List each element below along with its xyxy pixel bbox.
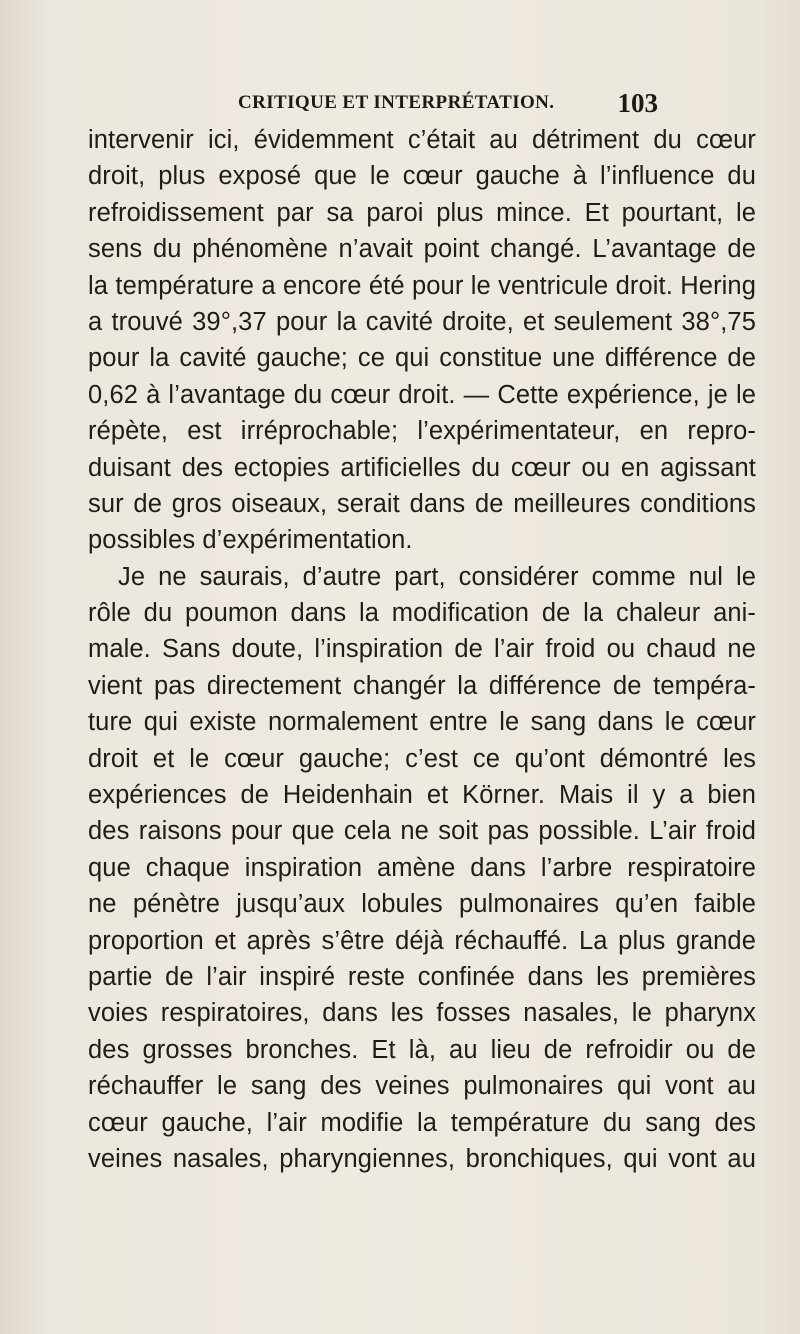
text-line: cœur gauche, l’air modifie la température du sang des (88, 1108, 756, 1137)
text-line: droit, plus exposé que le cœur gauche à l’influence du (88, 162, 756, 191)
text-line: ture qui existe normalement entre le sang dans le cœur (88, 708, 756, 737)
text-line: sens du phénomène n’avait point changé. L’avantage de (88, 235, 756, 264)
text-line: partie de l’air inspiré reste confinée dans les premières (88, 962, 756, 991)
text-line: répète, est irréprochable; l’expérimentateur, en repro- (88, 417, 756, 446)
text-line: des raisons pour que cela ne soit pas possible. L’air froid (88, 817, 756, 846)
text-line: voies respiratoires, dans les fosses nasales, le pharynx (88, 999, 756, 1028)
text-line: duisant des ectopies artificielles du cœur ou en agissant (88, 453, 756, 482)
text-line: la température a encore été pour le ventricule droit. Hering (88, 271, 756, 300)
text-line: vient pas directement changér la différence de tempéra- (88, 671, 756, 700)
text-line: droit et le cœur gauche; c’est ce qu’ont démontré les (88, 744, 756, 773)
body-text (88, 122, 756, 1177)
text-line: expériences de Heidenhain et Körner. Mais il y a bien (88, 781, 756, 810)
text-line: refroidissement par sa paroi plus mince. Et pourtant, le (88, 198, 756, 227)
text-line: que chaque inspiration amène dans l’arbre respiratoire (88, 853, 756, 882)
text-line: réchauffer le sang des veines pulmonaires qui vont au (88, 1072, 756, 1101)
text-line: ne pénètre jusqu’aux lobules pulmonaires qu’en faible (88, 890, 756, 919)
text-line: intervenir ici, évidemment c’était au détriment du cœur (88, 126, 756, 154)
text-line: 0,62 à l’avantage du cœur droit. — Cette expérience, je le (88, 380, 756, 409)
text-line: a trouvé 39°,37 pour la cavité droite, et seulement 38°,75 (88, 307, 756, 336)
text-line: rôle du poumon dans la modification de la chaleur ani- (88, 599, 756, 628)
text-line: des grosses bronches. Et là, au lieu de refroidir ou de (88, 1035, 756, 1064)
text-line: possibles d’expérimentation. (88, 526, 413, 555)
text-line: veines nasales, pharyngiennes, bronchiques, qui vont au (88, 1144, 756, 1173)
text-line: Je ne saurais, d’autre part, considérer comme nul le (118, 562, 756, 591)
text-line: proportion et après s’être déjà réchauffé. La plus grande (88, 926, 756, 955)
text-line: pour la cavité gauche; ce qui constitue une différence de (88, 344, 756, 373)
text-line: male. Sans doute, l’inspiration de l’air froid ou chaud ne (88, 635, 756, 664)
text-line: sur de gros oiseaux, serait dans de meilleures conditions (88, 489, 756, 518)
page-header (238, 88, 658, 122)
running-title: CRITIQUE ET INTERPRÉTATION. (238, 92, 555, 113)
page-number: 103 (617, 88, 658, 118)
